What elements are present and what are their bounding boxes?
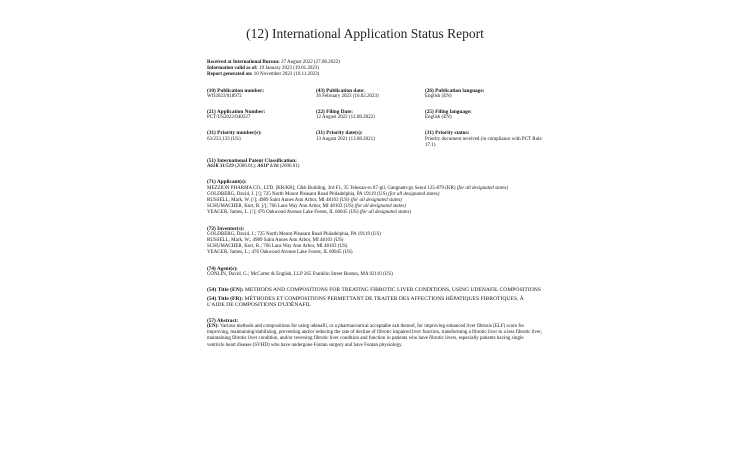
title-en: (54) Title (EN): METHODS AND COMPOSITIONS FOR TREATING FIBROTIC LIVER CONDITIONS, USING UDENAFIL COMPOSITIONS [207, 287, 541, 294]
meta-valid-as-of: Information valid as of: 19 January 2023 (19.01.2023) [207, 66, 320, 72]
report-content [207, 60, 542, 349]
inventor-line: GOLDBERG, David, J.; 725 North Mount Pleasant Road Philadelphia, PA 19119 (US) [207, 231, 381, 237]
applicants-section: (71) Applicant(s): MEZZION PHARMA CO., LTD. [KR/KR]; C&h Building, 3rd Fl., 35 Teheran-ro 87-gil, Gangnam-gu Seoul 135-879 (KR) (for all designated states) GOLDBERG, David, J. [/]; 725 North Mount Pleasant Road Philadelphia, PA 19119 (US) (for all designated states) RUSSELL, Mark, W. [/]; 4989 Saint Annes Ann Arbor, MI 48103 (US) (for all designated states) SCHUMACHER, Kurt, R. [/]; 766 Lans Way Ann Arbor, MI 48103 (US) (for all designated states) YEAGER, James, L. [/]; 476 Oakwood Avenue Lake Forest, IL 60045 (US) (for all designated states) [207, 179, 542, 216]
priority-date: (31) Priority date(s): 13 August 2021 (13.08.2021) [316, 130, 375, 142]
publication-language: (26) Publication language: English (EN) [425, 87, 485, 99]
publication-date: (43) Publication date: 16 February 2023 (16.02.2023) [316, 87, 379, 99]
inventors-section: (72) Inventor(s): GOLDBERG, David, J.; 725 North Mount Pleasant Road Philadelphia, PA 19119 (US) RUSSELL, Mark, W.; 4989 Saint Annes Ann Arbor, MI 48103 (US) SCHUMACHER, Kurt, R.; 766 Lans Way Ann Arbor, MI 48103 (US) YEAGER, James, L.; 476 Oakwood Avenue Lake Forest, IL 60045 (US) [207, 226, 542, 257]
inventor-line: RUSSELL, Mark, W.; 4989 Saint Annes Ann Arbor, MI 48103 (US) [207, 238, 344, 244]
applicant-line: SCHUMACHER, Kurt, R. [/]; 766 Lans Way Ann Arbor, MI 48103 (US) (for all designated states) [207, 204, 406, 210]
applicant-line: RUSSELL, Mark, W. [/]; 4989 Saint Annes Ann Arbor, MI 48103 (US) (for all designated states) [207, 198, 402, 204]
application-row [207, 109, 542, 121]
agent-line: CONLIN, David, G.; McCarter & English, LLP 265 Franklin Street Boston, MA 02110 (US) [207, 271, 393, 277]
abstract-text: (EN): Various methods and compositions for using udenafil, or a pharmaceutical acceptable salt thereof, for improving enhanced liver fibrosis (ELF) score for improving, maintaining/stabilizing, preventing and/or reducing the rate of decline of fibrotic impaired liver function, transforming a fibrotic liver to a less fibrotic liver, maintaining fibrotic liver condition, and/or reversing fibrotic liver condition and function in patients who have fibrotic livers, especially patients having single ventricle heart disease (SVHD) who have undergone Fontan surgery and have Fontan physiology. [207, 323, 542, 348]
report-title: (12) International Application Status Report [246, 26, 484, 41]
filing-language: (25) Filing language: English (EN) [425, 109, 472, 121]
priority-number: (31) Priority number(s): 63/233,133 (US) [207, 130, 262, 142]
filing-date: (22) Filing Date: 12 August 2022 (12.08.2022) [316, 109, 375, 121]
applicant-line: MEZZION PHARMA CO., LTD. [KR/KR]; C&h Building, 3rd Fl., 35 Teheran-ro 87-gil, Gangnam-gu Seoul 135-879 (KR) (for all designated states) [207, 185, 509, 191]
ipc-codes: A61K 31/519 (2006.01); A61P 1/16 (2006.01) [207, 164, 300, 170]
inventor-line: YEAGER, James, L.; 476 Oakwood Avenue Lake Forest, IL 60045 (US) [207, 250, 353, 256]
inventor-line: SCHUMACHER, Kurt, R.; 766 Lans Way Ann Arbor, MI 48103 (US) [207, 244, 348, 250]
ipc-section: (51) International Patent Classification: A61K 31/519 (2006.01); A61P 1/16 (2006.01) [207, 158, 542, 170]
application-number: (21) Application Number: PCT/US2022/040227 [207, 109, 266, 121]
priority-row [207, 130, 542, 149]
meta-received: Received at International Bureau: 27 August 2022 (27.08.2022) [207, 60, 340, 65]
meta-generated-on: Report generated on: 10 November 2023 (10.11.2023) [207, 72, 320, 78]
title-fr: (54) Title (FR): MÉTHODES ET COMPOSITIONS PERMETTANT DE TRAITER DES AFFECTIONS HÉPATIQUES FIBROTIQUES, À L'AIDE DE COMPOSITIONS D'UDÉNAFIL [207, 296, 524, 309]
publication-row [207, 88, 542, 100]
agents-section: (74) Agent(s): CONLIN, David, G.; McCarter & English, LLP 265 Franklin Street Boston, MA 02110 (US) [207, 266, 542, 278]
publication-number: (10) Publication number: WO2023/018972 [207, 87, 265, 99]
applicant-line: YEAGER, James, L. [/]; 476 Oakwood Avenue Lake Forest, IL 60045 (US) (for all designated states) [207, 210, 411, 216]
report-meta [207, 60, 542, 79]
priority-status: (31) Priority status: Priority document received (in compliance with PCT Rule 17.1) [425, 130, 542, 148]
applicant-line: GOLDBERG, David, J. [/]; 725 North Mount Pleasant Road Philadelphia, PA 19119 (US) (for all designated states) [207, 191, 440, 197]
abstract-section: (57) Abstract: (EN): Various methods and compositions for using udenafil, or a pharmaceutical acceptable salt thereof, for improving enhanced liver fibrosis (ELF) score for improving, maintaining/stabilizing, preventing and/or reducing the rate of decline of fibrotic impaired liver function, transforming a fibrotic liver to a less fibrotic liver, maintaining fibrotic liver condition, and/or reversing fibrotic liver condition and function in patients who have fibrotic livers, especially patients having single ventricle heart disease (SVHD) who have undergone Fontan surgery and have Fontan physiology. [207, 317, 542, 348]
